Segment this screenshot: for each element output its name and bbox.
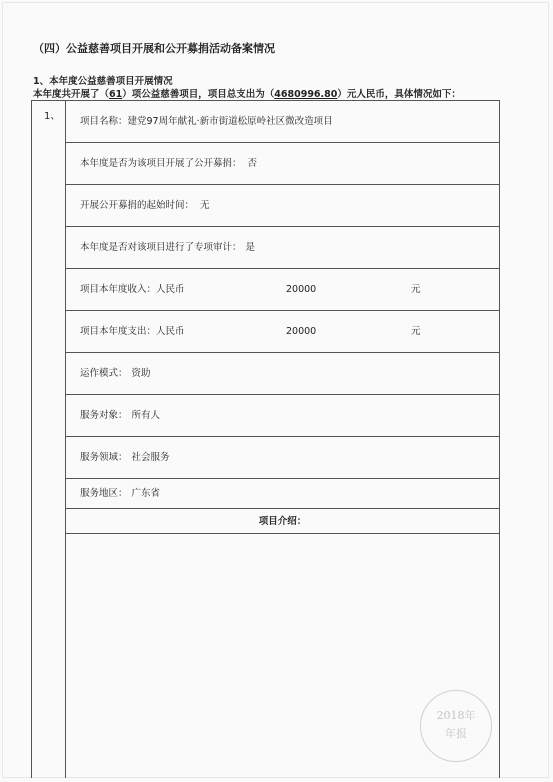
service-field-label: 服务领域： [80, 452, 128, 463]
special-audit-label: 本年度是否对该项目进行了专项审计： [80, 242, 242, 253]
service-region-value: 广东省 [131, 488, 161, 499]
public-fundraising-row [66, 143, 499, 185]
annual-income-unit: 元 [411, 284, 421, 295]
project-name-value: 建党97周年献礼·新市街道松原岭社区微改造项目 [127, 116, 333, 127]
service-target-label: 服务对象： [80, 410, 128, 421]
project-name-row [66, 101, 499, 143]
annual-expense-label: 项目本年度支出：人民币 [80, 326, 185, 337]
project-index-column [32, 101, 66, 778]
annual-report-stamp [420, 690, 492, 762]
project-table [31, 100, 500, 778]
operation-mode-row [66, 353, 499, 395]
summary-line [33, 86, 461, 100]
project-name-label: 项目名称： [80, 116, 128, 127]
service-region-row [66, 479, 499, 509]
annual-income-row [66, 269, 499, 311]
special-audit-value: 是 [245, 242, 256, 253]
annual-expense-amount: 20000 [286, 326, 317, 337]
service-region-label: 服务地区： [80, 488, 128, 499]
section-title: （四）公益慈善项目开展和公开募捐活动备案情况 [33, 42, 275, 55]
fundraising-start-value: 无 [200, 200, 210, 211]
project-intro-header: 项目介绍： [66, 509, 499, 534]
summary-suffix: ）元人民币，具体情况如下： [337, 89, 461, 100]
project-count: 61 [109, 89, 123, 100]
public-fundraising-value: 否 [247, 158, 258, 169]
service-target-value: 所有人 [131, 410, 161, 421]
annual-income-label: 项目本年度收入：人民币 [80, 284, 185, 295]
fundraising-start-label: 开展公开募捐的起始时间： [80, 200, 195, 211]
service-target-row [66, 395, 499, 437]
annual-expense-row [66, 311, 499, 353]
annual-expense-unit: 元 [411, 326, 421, 337]
operation-mode-value: 资助 [131, 368, 151, 379]
stamp-report: 年报 [445, 727, 467, 740]
service-field-row [66, 437, 499, 479]
project-index: 1、 [44, 111, 61, 122]
summary-prefix: 本年度共开展了（ [33, 89, 110, 100]
operation-mode-label: 运作模式： [80, 368, 128, 379]
fundraising-start-row [66, 185, 499, 227]
stamp-year: 2018年 [436, 709, 476, 722]
summary-mid: ）项公益慈善项目，项目总支出为（ [122, 89, 275, 100]
total-expense: 4680996.80 [274, 89, 338, 100]
special-audit-row [66, 227, 499, 269]
subsection-title: 1、本年度公益慈善项目开展情况 [33, 76, 173, 87]
annual-income-amount: 20000 [286, 284, 317, 295]
public-fundraising-label: 本年度是否为该项目开展了公开募捐： [80, 158, 242, 169]
service-field-value: 社会服务 [131, 452, 170, 463]
